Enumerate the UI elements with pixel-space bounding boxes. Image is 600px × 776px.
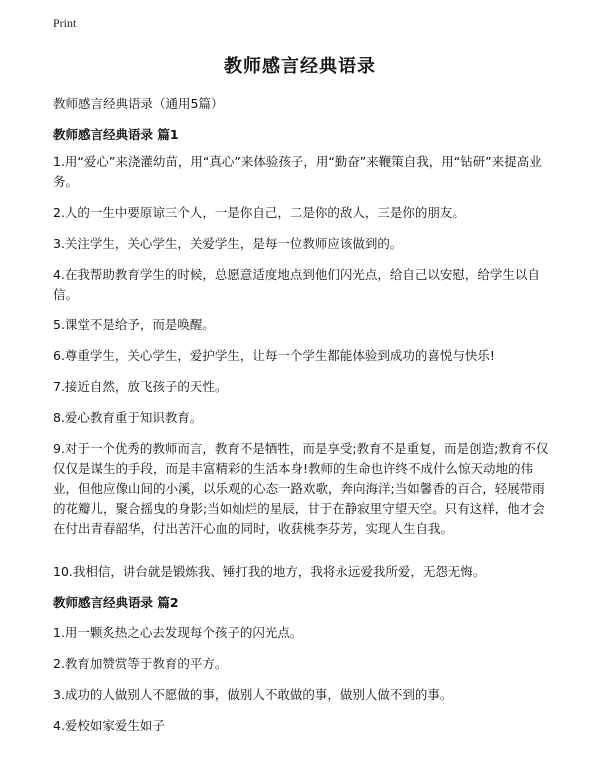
- list-item: 1.用一颗炙热之心去发现每个孩子的闪光点。: [53, 625, 303, 640]
- section-heading: 教师感言经典语录 篇1: [53, 127, 179, 142]
- list-item: 4.爱校如家爱生如子: [53, 718, 165, 733]
- list-item: 10.我相信，讲台就是锻炼我、锤打我的地方，我将永远爱我所爱，无怨无悔。: [53, 564, 486, 579]
- list-item: 7.接近自然，放飞孩子的天性。: [53, 379, 228, 394]
- page-title: 教师感言经典语录: [224, 56, 376, 77]
- list-item: 1.用“爱心”来浇灌幼苗，用“真心”来体验孩子，用“勤奋”来鞭策自我，用“钻研”来提高业务。: [53, 154, 542, 189]
- section-heading: 教师感言经典语录 篇2: [53, 595, 179, 610]
- list-item: 2.教育加赞赏等于教育的平方。: [53, 656, 228, 671]
- list-item: 2.人的一生中要原谅三个人，一是你自己，二是你的敌人，三是你的朋友。: [53, 205, 465, 220]
- list-item: 8.爱心教育重于知识教育。: [53, 410, 203, 425]
- document-subtitle: 教师感言经典语录（通用5篇）: [53, 96, 224, 111]
- list-item: 3.关注学生，关心学生，关爱学生，是每一位教师应该做到的。: [53, 236, 403, 251]
- print-label: Print: [53, 16, 77, 30]
- list-item: 3.成功的人做别人不愿做的事，做别人不敢做的事，做别人做不到的事。: [53, 687, 453, 702]
- list-item: 4.在我帮助教育学生的时候，总愿意适度地点到他们闪光点，给自己以安慰，给学生以自信。: [53, 267, 540, 302]
- list-item: 6.尊重学生，关心学生，爱护学生，让每一个学生都能体验到成功的喜悦与快乐!: [53, 348, 495, 363]
- list-item: 9.对于一个优秀的教师而言，教育不是牺牲，而是享受;教育不是重复，而是创造;教育不仅仅仅是谋生的手段，而是丰富精彩的生活本身!教师的生命也许终不成什么惊天动地的伟业，但他应像山间的小溪，以乐观的心态一路欢歌，奔向海洋;当如馨香的百合，轻展带雨的花瓣儿，聚合摇曳的身影;当如灿烂的星辰，甘于在静寂里守望天空。只有这样，他才会在付出青春韶华，付出苦汗心血的同时，收获桃李芬芳，实现人生自我。: [53, 441, 549, 536]
- list-item: 5.课堂不是给予，而是唤醒。: [53, 317, 215, 332]
